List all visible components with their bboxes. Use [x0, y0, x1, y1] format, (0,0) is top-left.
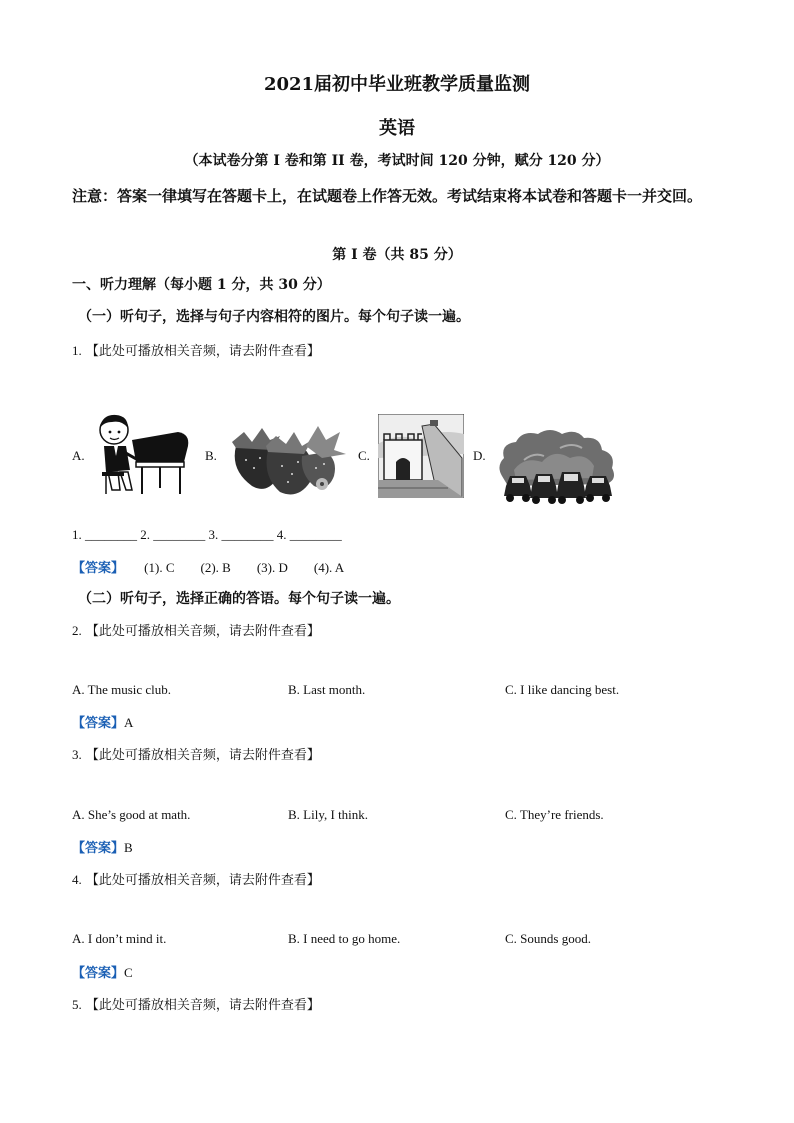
q4-option-c[interactable]: C. Sounds good. — [505, 931, 591, 946]
pianist-picture — [92, 410, 194, 498]
q3-option-b[interactable]: B. Lily, I think. — [288, 807, 369, 822]
strawberries-picture — [222, 410, 350, 498]
traffic-smog-picture — [494, 426, 622, 506]
great-wall-picture — [378, 414, 464, 498]
answer-value: B — [124, 840, 133, 855]
q2-option-c[interactable]: C. I like dancing best. — [505, 682, 620, 697]
question-1 — [72, 340, 320, 359]
q4-option-b[interactable]: B. I need to go home. — [288, 931, 401, 946]
question-number: 4. — [72, 872, 82, 887]
answer-value: C — [124, 965, 133, 980]
part-one-title: 第 I 卷（共 85 分） — [332, 247, 462, 263]
picture-label-d: D. — [473, 448, 486, 463]
exam-title: 2021届初中毕业班教学质量监测 — [263, 74, 531, 95]
answer-tag: 【答案】 — [72, 561, 125, 576]
answer-q1 — [72, 557, 344, 576]
q2-option-b[interactable]: B. Last month. — [288, 682, 366, 697]
answer-tag: 【答案】 — [72, 966, 125, 981]
question-number: 2. — [72, 623, 82, 638]
paper-info: （本试卷分第 I 卷和第 II 卷，考试时间 120 分钟，赋分 120 分） — [184, 153, 610, 169]
section-listening-title: 一、听力理解（每小题 1 分，共 30 分） — [72, 277, 331, 293]
audio-note[interactable]: 【此处可播放相关音频，请去附件查看】 — [85, 748, 320, 763]
exam-notice: 注意：答案一律填写在答题卡上，在试题卷上作答无效。考试结束将本试卷和答题卡一并交回。 — [72, 187, 703, 205]
answer-value: (1). C (2). B (3). D (4). A — [144, 560, 345, 575]
audio-note[interactable]: 【此处可播放相关音频，请去附件查看】 — [85, 344, 320, 359]
audio-note[interactable]: 【此处可播放相关音频，请去附件查看】 — [85, 873, 320, 888]
q4-option-a[interactable]: A. I don’t mind it. — [72, 931, 167, 946]
picture-label-b: B. — [205, 448, 217, 463]
answer-value: A — [124, 715, 134, 730]
answer-q3 — [72, 837, 133, 856]
audio-note[interactable]: 【此处可播放相关音频，请去附件查看】 — [85, 998, 320, 1013]
subsection-one-title: （一）听句子，选择与句子内容相符的图片。每个句子读一遍。 — [78, 309, 470, 325]
question-4 — [72, 869, 320, 888]
answer-q2 — [72, 712, 133, 731]
answer-blanks: 1. ________ 2. ________ 3. ________ 4. ________ — [72, 527, 342, 542]
question-number: 5. — [72, 997, 82, 1012]
answer-tag: 【答案】 — [72, 841, 125, 856]
question-3 — [72, 744, 320, 763]
picture-label-c: C. — [358, 448, 370, 463]
picture-label-a: A. — [72, 448, 85, 463]
answer-tag: 【答案】 — [72, 716, 125, 731]
question-number: 3. — [72, 747, 82, 762]
exam-subject: 英语 — [379, 118, 415, 139]
question-number: 1. — [72, 343, 82, 358]
q3-option-c[interactable]: C. They’re friends. — [505, 807, 604, 822]
question-5 — [72, 994, 320, 1013]
answer-q4 — [72, 962, 133, 981]
audio-note[interactable]: 【此处可播放相关音频，请去附件查看】 — [85, 624, 320, 639]
q2-option-a[interactable]: A. The music club. — [72, 682, 172, 697]
question-2 — [72, 620, 320, 639]
subsection-two-title: （二）听句子，选择正确的答语。每个句子读一遍。 — [78, 591, 400, 607]
q3-option-a[interactable]: A. She’s good at math. — [72, 807, 191, 822]
